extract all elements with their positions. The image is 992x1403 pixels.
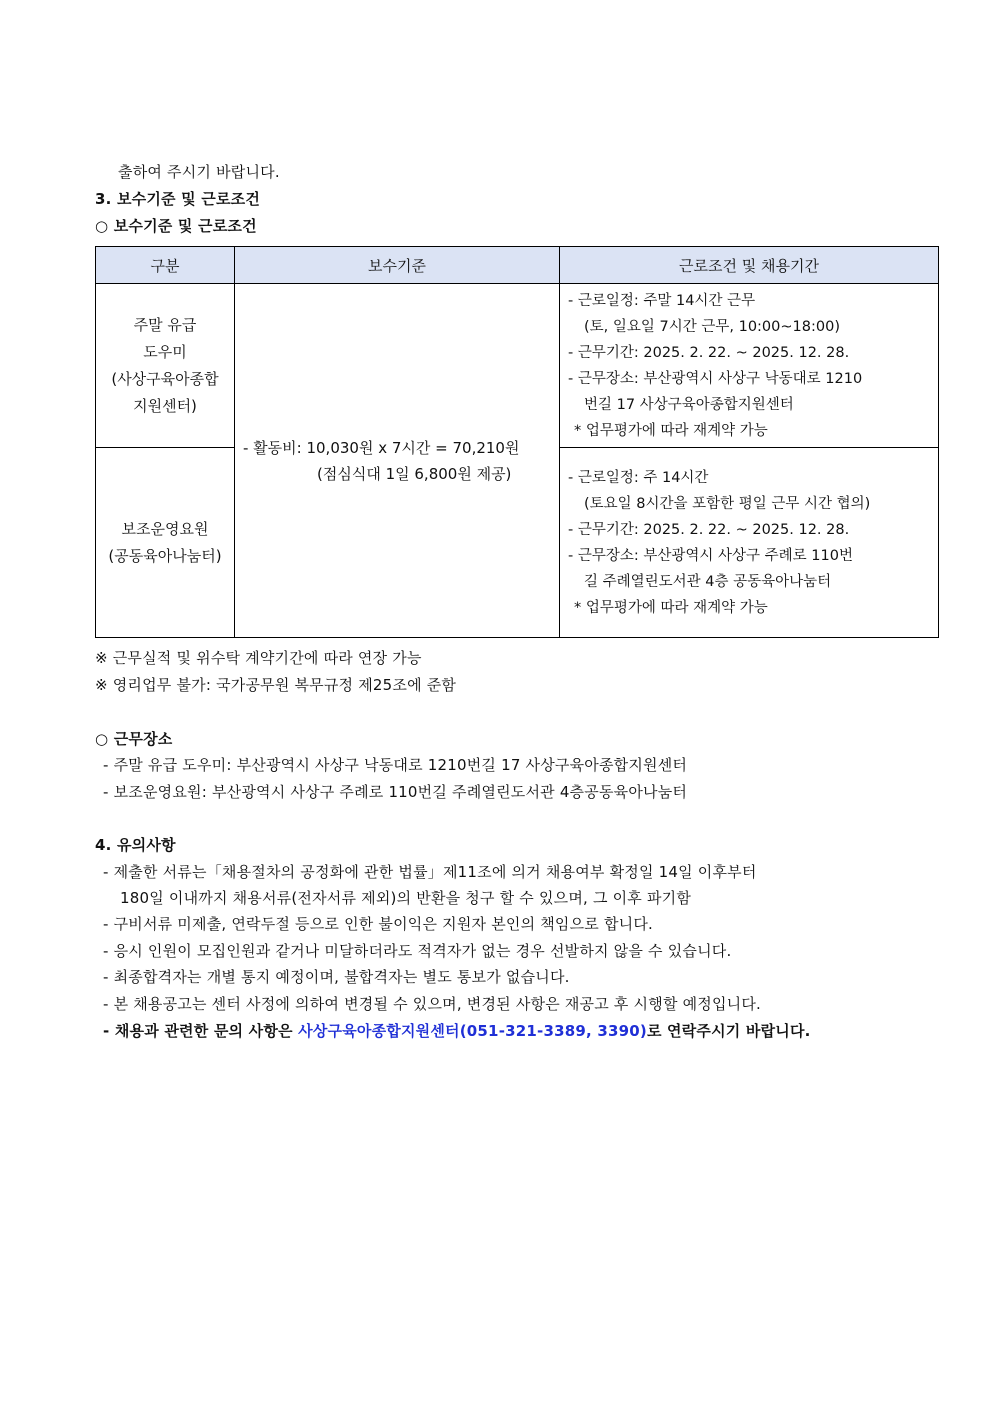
workplace-item: - 보조운영요원: 부산광역시 사상구 주례로 110번길 주례열린도서관 4층공동육아나눔터 [103, 783, 688, 801]
conditions-support-staff: - 근로일정: 주 14시간 (토요일 8시간을 포함한 평일 근무 시간 협의) - 근무기간: 2025. 2. 22. ~ 2025. 12. 28. - 근무장소: 부산광역시 사상구 주례로 110번 길 주례열린도서관 4층 공동육아나눔터 * 업무평가에 따라 재계약 가능 [560, 448, 939, 638]
conditions-weekend-helper: - 근로일정: 주말 14시간 근무 (토, 일요일 7시간 근무, 10:00~18:00) - 근무기간: 2025. 2. 22. ~ 2025. 12. 28. - 근무장소: 부산광역시 사상구 낙동대로 1210 번길 17 사상구육아종합지원센터 * 업무평가에 따라 재계약 가능 [560, 284, 939, 448]
section-4-heading: 4. 유의사항 [95, 836, 176, 854]
category-support-staff: 보조운영요원 (공동육아나눔터) [96, 448, 235, 638]
contact-prefix: - 채용과 관련한 문의 사항은 [103, 1022, 299, 1040]
table-header-row [96, 247, 939, 284]
notice-item: - 제출한 서류는「채용절차의 공정화에 관한 법률」제11조에 의거 채용여부 확정일 14일 이후부터 [103, 863, 757, 881]
contact-line [103, 1021, 811, 1041]
contact-center-phone: 사상구육아종합지원센터(051-321-3389, 3390) [298, 1022, 647, 1040]
notice-item: - 구비서류 미제출, 연락두절 등으로 인한 불이익은 지원자 본인의 책임으로 합니다. [103, 915, 654, 933]
notice-item: - 최종합격자는 개별 통지 예정이며, 불합격자는 별도 통보가 없습니다. [103, 968, 570, 986]
workplace-item: - 주말 유급 도우미: 부산광역시 사상구 낙동대로 1210번길 17 사상구육아종합지원센터 [103, 756, 688, 774]
pay-sub-heading: ○ 보수기준 및 근로조건 [95, 217, 257, 235]
notice-item: - 응시 인원이 모집인원과 같거나 미달하더라도 적격자가 없는 경우 선발하지 않을 수 있습니다. [103, 942, 732, 960]
table-row [96, 284, 939, 448]
note-no-side-business: ※ 영리업무 불가: 국가공무원 복무규정 제25조에 준함 [95, 676, 457, 694]
header-pay: 보수기준 [235, 247, 560, 284]
pay-conditions-table [95, 246, 939, 638]
section-3-heading: 3. 보수기준 및 근로조건 [95, 190, 261, 208]
notice-item-continued: 180일 이내까지 채용서류(전자서류 제외)의 반환을 청구 할 수 있으며, 그 이후 파기함 [120, 889, 692, 907]
header-conditions: 근로조건 및 채용기간 [560, 247, 939, 284]
notice-item: - 본 채용공고는 센터 사정에 의하여 변경될 수 있으며, 변경된 사항은 재공고 후 시행할 예정입니다. [103, 995, 762, 1013]
note-extension: ※ 근무실적 및 위수탁 계약기간에 따라 연장 가능 [95, 649, 422, 667]
header-category: 구분 [96, 247, 235, 284]
pay-standard-cell: - 활동비: 10,030원 x 7시간 = 70,210원 (점심식대 1일 6,800원 제공) [235, 284, 560, 638]
intro-line: 출하여 주시기 바랍니다. [118, 163, 280, 181]
workplace-heading: ○ 근무장소 [95, 730, 173, 748]
contact-suffix: 로 연락주시기 바랍니다. [646, 1022, 811, 1040]
category-weekend-helper: 주말 유급 도우미 (사상구육아종합 지원센터) [96, 284, 235, 448]
